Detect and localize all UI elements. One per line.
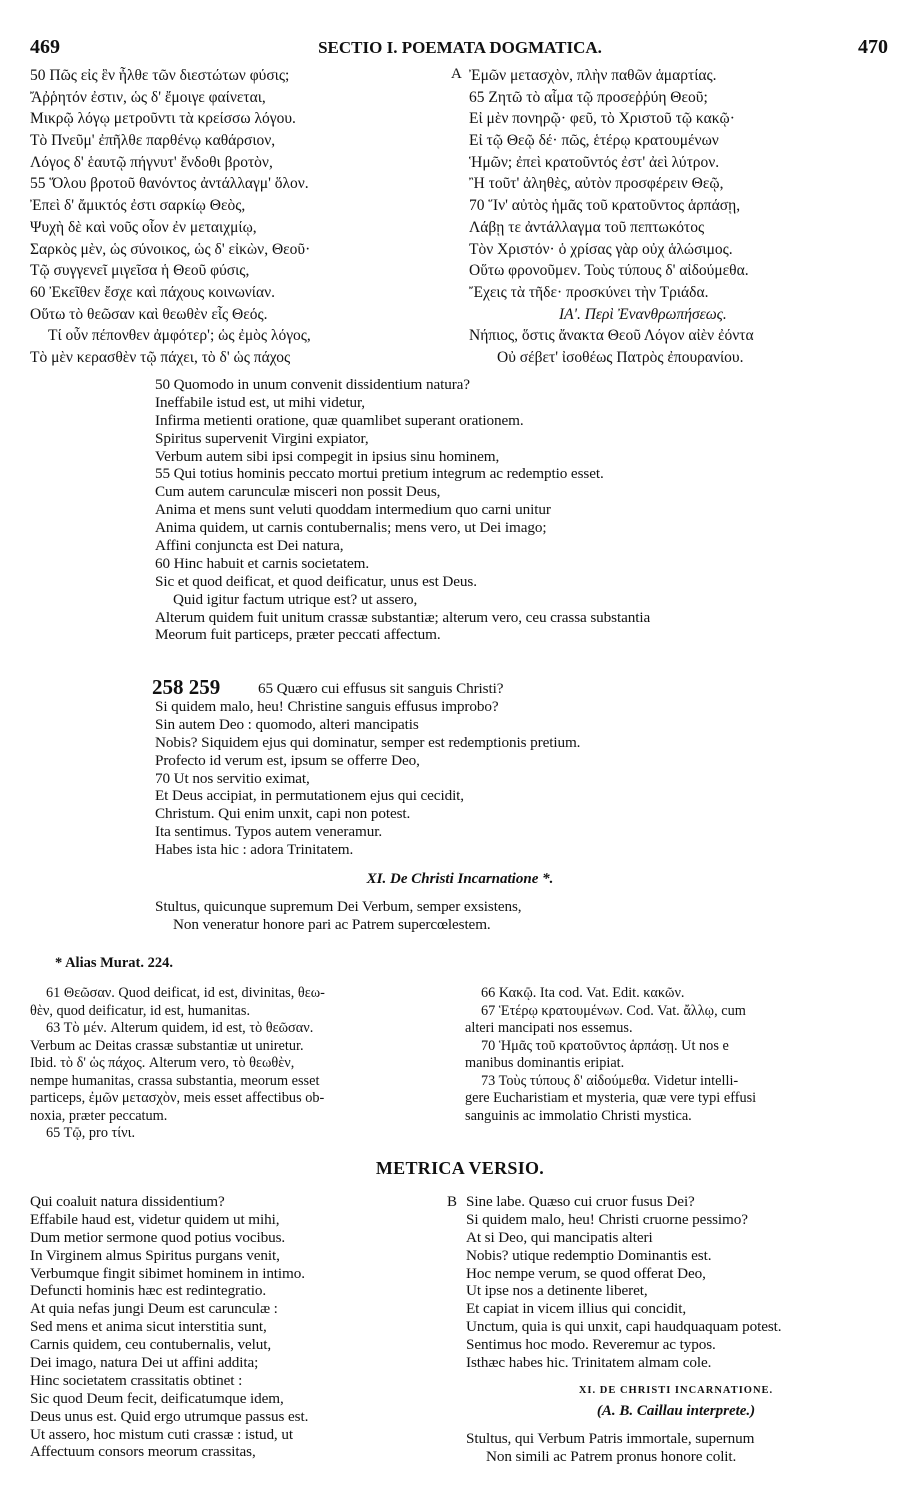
- metrica-verse-line: Carnis quidem, ceu contubernalis, velut,: [30, 1336, 272, 1354]
- greek-verse-line: Εἰ μὲν πονηρῷ· φεῦ, τὸ Χριστοῦ τῷ κακῷ·: [469, 110, 735, 128]
- greek-verse-line: Οὕτω τὸ θεῶσαν καὶ θεωθὲν εἷς Θεός.: [30, 305, 268, 323]
- metrica-verse-line: Ut assero, hoc mistum cuti crassæ : istud, ut: [30, 1425, 293, 1443]
- metrica-verse-line: Hoc nempe verum, se quod offerat Deo,: [466, 1264, 706, 1282]
- latin-line: Habes ista hic : adora Trinitatem.: [155, 841, 354, 859]
- notes-right-column: [465, 985, 915, 1125]
- latin-line: Affini conjuncta est Dei natura,: [155, 537, 344, 555]
- latin-line: Alterum quidem fuit unitum crassæ substantiæ; alterum vero, ceu crassa substantia: [155, 608, 651, 626]
- latin-line: Quid igitur factum utrique est? ut assero,: [173, 590, 418, 608]
- metrica-verse-line: Verbumque fingit sibimet hominem in intimo.: [30, 1264, 305, 1282]
- greek-verse-line: Τί οὖν πέπονθεν ἀμφότερ'; ὡς ἐμὸς λόγος,: [48, 327, 311, 345]
- metrica-verse-line: Qui coaluit natura dissidentium?: [30, 1193, 225, 1210]
- note-line: gere Eucharistiam et mysteria, quæ vere typi effusi: [465, 1090, 757, 1106]
- greek-verse-line: 55 Ὅλου βροτοῦ θανόντος ἀντάλλαγμ' ὅλον.: [30, 175, 309, 193]
- greek-verse-line: Ἡμῶν; ἐπεὶ κρατοῦντός ἐστ' ἀεὶ λύτρον.: [469, 153, 720, 171]
- greek-verse-line: Ἐμῶν μετασχὸν, πλὴν παθῶν ἁμαρτίας.: [469, 67, 717, 84]
- latin-line: Et Deus accipiat, in permutationem ejus qui cecidit,: [155, 787, 464, 805]
- note-line: manibus dominantis eripiat.: [465, 1055, 625, 1071]
- greek-verse-line: 50 Πῶς εἰς ἓν ἦλθε τῶν διεστώτων φύσις;: [30, 67, 290, 84]
- greek-verse-line: Ἄῤῥητόν ἐστιν, ὡς δ' ἔμοιγε φαίνεται,: [30, 88, 266, 106]
- latin-line: Ineffabile istud est, ut mihi videtur,: [155, 393, 366, 411]
- greek-verse-line: Τῷ συγγενεῖ μιγεῖσα ἡ Θεοῦ φύσις,: [30, 262, 250, 280]
- note-line: 67 Ἑτέρῳ κρατουμένων. Cod. Vat. ἄλλῳ, cum: [481, 1002, 746, 1019]
- metrica-verse-line: Sed mens et anima sicut interstitia sunt,: [30, 1318, 267, 1336]
- greek-verse-line: Ἐπεὶ δ' ἄμικτός ἐστι σαρκίῳ Θεὸς,: [30, 197, 246, 215]
- metrica-verse-line: Si quidem malo, heu! Christi cruorne pessimo?: [466, 1210, 748, 1228]
- greek-left-column: [30, 65, 450, 369]
- greek-verse-line: Ψυχὴ δὲ καὶ νοῦς οἷον ἐν μεταιχμίῳ,: [30, 218, 257, 236]
- note-line: noxia, præter peccatum.: [30, 1107, 168, 1124]
- running-title: SECTIO I. POEMATA DOGMATICA.: [318, 38, 602, 57]
- latin-translation-continued: [155, 698, 915, 859]
- latin-line: Si quidem malo, heu! Christine sanguis effusus improbo?: [155, 698, 499, 715]
- column-marker-258-259: 258 259: [152, 675, 221, 699]
- latin-line: Anima quidem, ut carnis contubernalis; mens vero, ut Dei imago;: [155, 519, 547, 537]
- notes-left-column: [30, 985, 450, 1143]
- margin-marker-a: A: [451, 66, 462, 82]
- metrica-verse-line: Nobis? utique redemptio Dominantis est.: [466, 1246, 712, 1264]
- greek-verse-line: Τὸ Πνεῦμ' ἐπῆλθε παρθένῳ καθάρσιον,: [30, 132, 276, 150]
- margin-marker-b: B: [447, 1194, 458, 1210]
- latin-line: 50 Quomodo in unum convenit dissidentium natura?: [155, 376, 470, 393]
- metrica-right-section-title: XI. DE CHRISTI INCARNATIONE.: [578, 1385, 774, 1396]
- latin-first-line-65: [258, 680, 908, 698]
- metrica-verse-line: Hinc societatem crassitatis obtinet :: [30, 1371, 243, 1389]
- note-line: particeps, ἐμῶν μετασχὸν, meis esset affectibus ob-: [30, 1090, 325, 1106]
- latin-line: Cum autem carunculæ misceri non possit Deus,: [155, 483, 441, 501]
- latin-line: Nobis? Siquidem ejus qui dominatur, semper est redemptionis pretium.: [155, 733, 581, 751]
- latin-section-heading: XI. De Christi Incarnatione *.: [366, 871, 554, 887]
- metrica-verse-line: Sine labe. Quæso cui cruor fusus Dei?: [466, 1193, 695, 1210]
- latin-line: Non veneratur honore pari ac Patrem supercœlestem.: [173, 915, 491, 933]
- greek-verse-line: Ἔχεις τὰ τῆδε· προσκύνει τὴν Τριάδα.: [469, 283, 709, 301]
- metrica-verse-line: At si Deo, qui mancipatis alteri: [466, 1228, 653, 1246]
- metrica-right-column: [466, 1193, 916, 1372]
- latin-line: Christum. Qui enim unxit, capi non potest.: [155, 805, 411, 823]
- greek-verse-line: 70 Ἵν' αὐτὸς ἡμᾶς τοῦ κρατοῦντος ἁρπάσῃ,: [469, 197, 741, 215]
- latin-translation: [155, 376, 915, 644]
- metrica-verse-line: Dum metior sermone quod potius vocibus.: [30, 1228, 286, 1246]
- page-number-right: 470: [858, 36, 888, 58]
- note-line: 70 Ἡμᾶς τοῦ κρατοῦντος ἁρπάσῃ. Ut nos e: [481, 1037, 729, 1054]
- note-line: alteri mancipati nos essemus.: [465, 1020, 633, 1036]
- note-line: θὲν, quod deificatur, id est, humanitas.: [30, 1002, 251, 1019]
- greek-verse-line: 60 Ἐκεῖθεν ἔσχε καὶ πάχους κοινωνίαν.: [30, 283, 275, 301]
- latin-line: 60 Hinc habuit et carnis societatem.: [155, 554, 370, 572]
- metrica-verse-line: In Virginem almus Spiritus purgans venit,: [30, 1246, 280, 1264]
- metrica-verse-line: Non simili ac Patrem pronus honore colit.: [486, 1447, 737, 1465]
- metrica-verse-line: Et capiat in vicem illius qui concidit,: [466, 1300, 687, 1318]
- greek-verse-line: Οὐ σέβετ' ἰσοθέως Πατρὸς ἐπουρανίου.: [497, 348, 744, 366]
- metrica-verse-line: Dei imago, natura Dei ut affini addita;: [30, 1354, 259, 1372]
- greek-verse-line: Μικρῷ λόγῳ μετροῦντι τὰ κρείσσω λόγου.: [30, 110, 296, 128]
- metrica-verse-line: Deus unus est. Quid ergo utrumque passus est.: [30, 1407, 309, 1425]
- latin-line: Sin autem Deo : quomodo, alteri mancipatis: [155, 715, 419, 733]
- latin-line: Stultus, quicunque supremum Dei Verbum, semper exsistens,: [155, 898, 522, 915]
- greek-verse-line: Οὕτω φρονοῦμεν. Τοὺς τύπους δ' αἰδούμεθα.: [469, 262, 749, 280]
- greek-verse-line: Ἢ τοῦτ' ἀληθὲς, αὐτὸν προσφέρειν Θεῷ,: [469, 175, 724, 193]
- greek-verse-line: Σαρκὸς μὲν, ὡς σύνοικος, ὡς δ' εἰκὼν, Θεοῦ·: [30, 240, 311, 258]
- greek-section-heading: ΙΑ'. Περὶ Ἐνανθρωπήσεως.: [559, 305, 727, 323]
- note-line: 66 Κακῷ. Ita cod. Vat. Edit. κακῶν.: [481, 985, 685, 1001]
- latin-line: Verbum autem sibi ipsi compegit in ipsius sinu hominem,: [155, 447, 500, 465]
- footnote-alias: * Alias Murat. 224.: [55, 955, 174, 971]
- metrica-verse-line: Affectuum consors meorum crassitas,: [30, 1443, 256, 1461]
- note-line: Ibid. τὸ δ' ὡς πάχος. Alterum vero, τὸ θεωθὲν,: [30, 1055, 295, 1071]
- latin-line: Ita sentimus. Typos autem veneramur.: [155, 823, 383, 841]
- latin-line: Sic et quod deificat, et quod deificatur, unus est Deus.: [155, 572, 477, 590]
- latin-line: 65 Quæro cui effusus sit sanguis Christi?: [258, 680, 504, 697]
- latin-line: Meorum fuit particeps, præter peccati affectum.: [155, 626, 441, 644]
- greek-verse-line: Εἰ τῷ Θεῷ δέ· πῶς, ἑτέρῳ κρατουμένων: [469, 132, 719, 150]
- latin-line: 70 Ut nos servitio eximat,: [155, 769, 310, 787]
- latin-line: Anima et mens sunt veluti quoddam intermedium quo carni unitur: [155, 501, 551, 519]
- note-line: 65 Τῷ, pro τίνι.: [46, 1125, 136, 1141]
- greek-verse-line: Τὸν Χριστόν· ὁ χρίσας γὰρ οὐχ ἁλώσιμος.: [469, 240, 733, 258]
- latin-line: Profecto id verum est, ipsum se offerre Deo,: [155, 751, 420, 769]
- latin-line: 55 Qui totius hominis peccato mortui pretium integrum ac redemptio esset.: [155, 465, 604, 483]
- metrica-verse-line: Defuncti hominis hæc est redintegratio.: [30, 1282, 267, 1300]
- metrica-left-column: [30, 1193, 450, 1461]
- greek-verse-line: Νήπιος, ὅστις ἄνακτα Θεοῦ Λόγον αἰὲν ἐόντα: [469, 327, 754, 345]
- note-line: sanguinis ac immolatio Christi mystica.: [465, 1107, 692, 1124]
- metrica-verse-line: Sic quod Deum fecit, deificatumque idem,: [30, 1389, 284, 1407]
- greek-verse-line: Λόγος δ' ἑαυτῷ πήγνυτ' ἔνδοθι βροτὸν,: [30, 153, 273, 171]
- greek-verse-line: Τὸ μὲν κερασθὲν τῷ πάχει, τὸ δ' ὡς πάχος: [30, 348, 291, 366]
- metrica-verse-line: Isthæc habes hic. Trinitatem almam cole.: [466, 1354, 712, 1372]
- latin-line: Infirma metienti oratione, quæ quamlibet superant orationem.: [155, 411, 524, 429]
- greek-right-column: [469, 65, 909, 369]
- latin-line: Spiritus supervenit Virgini expiator,: [155, 429, 369, 447]
- note-line: Verbum ac Deitas crassæ substantiæ ut uniretur.: [30, 1037, 304, 1054]
- metrica-verse-line: At quia nefas jungi Deum est carunculæ :: [30, 1300, 278, 1318]
- page-number-left: 469: [30, 36, 60, 58]
- metrica-right-interpreter: (A. B. Caillau interprete.): [596, 1403, 756, 1419]
- metrica-verse-line: Unctum, quia is qui unxit, capi haudquaquam potest.: [466, 1318, 782, 1336]
- greek-verse-line: 65 Ζητῶ τὸ αἷμα τῷ προσεῤῥύη Θεοῦ;: [469, 88, 708, 106]
- metrica-verse-line: Ut ipse nos a detinente liberet,: [466, 1282, 648, 1300]
- note-line: nempe humanitas, crassa substantia, meorum esset: [30, 1072, 320, 1089]
- note-line: 61 Θεῶσαν. Quod deificat, id est, divinitas, θεω-: [46, 985, 325, 1001]
- note-line: 63 Τὸ μέν. Alterum quidem, id est, τὸ θεῶσαν.: [46, 1020, 314, 1036]
- note-line: 73 Τοὺς τύπους δ' αἰδούμεθα. Videtur intelli-: [481, 1072, 739, 1089]
- metrica-verse-line: Effabile haud est, videtur quidem ut mihi,: [30, 1210, 280, 1228]
- latin-end: [155, 898, 915, 934]
- metrica-right-end: [466, 1430, 916, 1466]
- metrica-verse-line: Sentimus hoc modo. Reveremur ac typos.: [466, 1336, 716, 1354]
- greek-verse-line: Λάβῃ τε ἀντάλλαγμα τοῦ πεπτωκότος: [469, 218, 705, 236]
- metrica-verse-line: Stultus, qui Verbum Patris immortale, supernum: [466, 1430, 755, 1447]
- metrica-versio-title: METRICA VERSIO.: [375, 1158, 545, 1178]
